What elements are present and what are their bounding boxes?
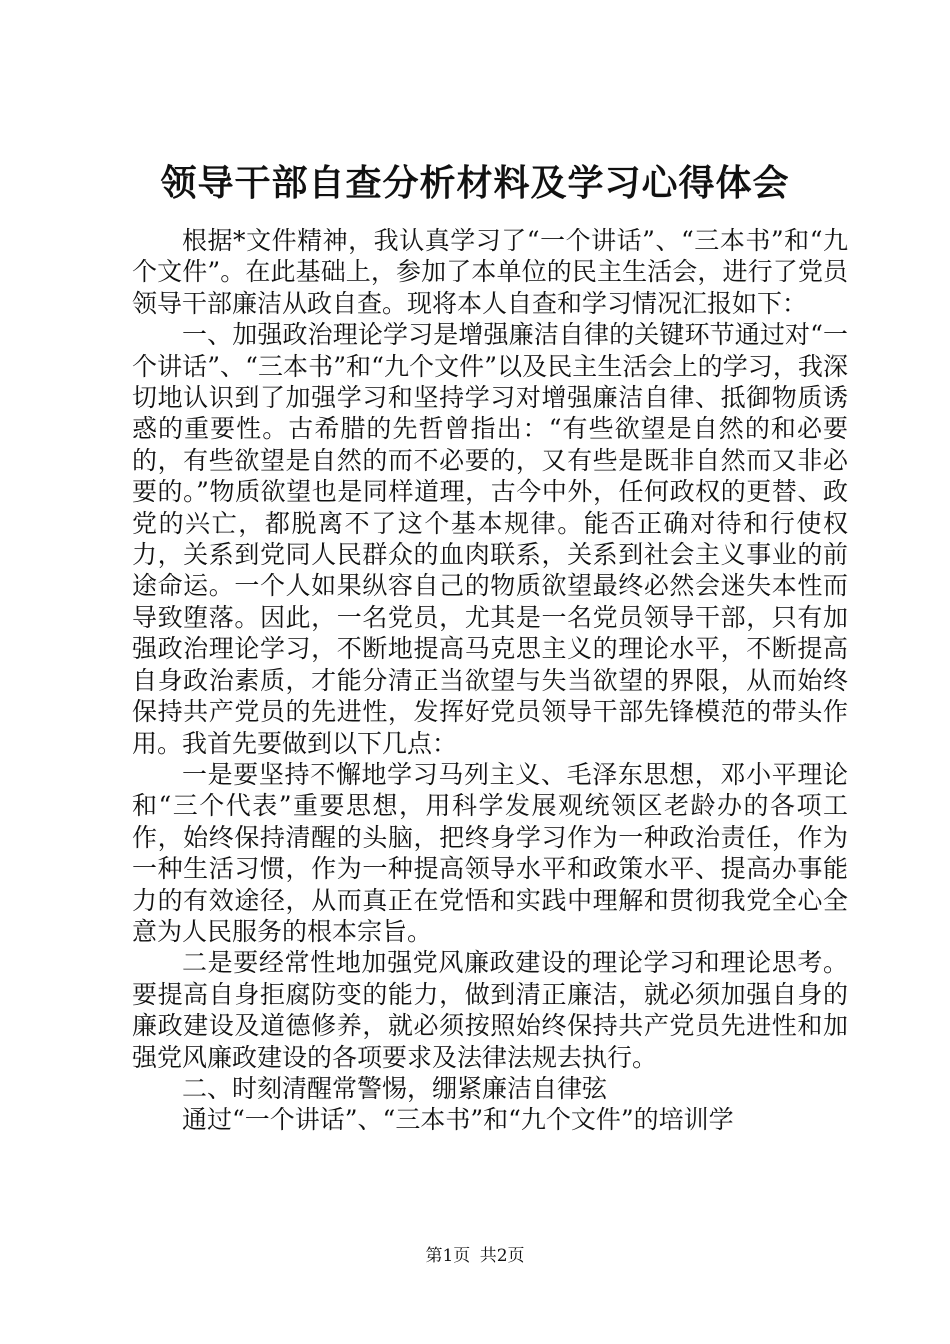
page-footer [0,1244,950,1268]
paragraph-intro: 根据*文件精神，我认真学习了“一个讲话”、“三本书”和“九个文件”。在此基础上，参加了本单位的民主生活会，进行了党员领导干部廉洁从政自查。现将本人自查和学习情况汇报如下： [132,226,848,318]
page-number: 第1页 [425,1246,471,1266]
section-two-heading: 二、时刻清醒常警惕，绷紧廉洁自律弦 [182,1073,608,1103]
paragraph-point-one: 一是要坚持不懈地学习马列主义、毛泽东思想，邓小平理论和“三个代表”重要思想，用科学发展观统领区老龄办的各项工作，始终保持清醒的头脑，把终身学习作为一种政治责任，作为一种生活习惯，作为一种提高领导水平和政策水平、提高办事能力的有效途径，从而真正在党悟和实践中理解和贯彻我党全心全意为人民服务的根本宗旨。 [132,759,848,946]
document-body [132,225,848,1136]
document-title: 领导干部自查分析材料及学习心得体会 [160,163,790,204]
page-total: 共2页 [479,1246,525,1266]
paragraph-section-one: 一、加强政治理论学习是增强廉洁自律的关键环节通过对“一个讲话”、“三本书”和“九个文件”以及民主生活会上的学习，我深切地认识到了加强学习和坚持学习对增强廉洁自律、抵御物质诱惑的重要性。古希腊的先哲曾指出：“有些欲望是自然的和必要的，有些欲望是自然的而不必要的，又有些是既非自然而又非必要的。”物质欲望也是同样道理，古今中外，任何政权的更替、政党的兴亡，都脱离不了这个基本规律。能否正确对待和行使权力，关系到党同人民群众的血肉联系，关系到社会主义事业的前途命运。一个人如果纵容自己的物质欲望最终必然会迷失本性而导致堕落。因此，一名党员，尤其是一名党员领导干部，只有加强政治理论学习，不断地提高马克思主义的理论水平，不断提高自身政治素质，才能分清正当欲望与失当欲望的界限，从而始终保持共产党员的先进性，发挥好党员领导干部先锋模范的带头作用。我首先要做到以下几点： [132,320,848,758]
paragraph-point-two: 二是要经常性地加强党风廉政建设的理论学习和理论思考。要提高自身拒腐防变的能力，做到清正廉洁，就必须加强自身的廉政建设及道德修养，就必须按照始终保持共产党员先进性和加强党风廉政建设的各项要求及法律法规去执行。 [132,948,848,1072]
paragraph-section-two-start: 通过“一个讲话”、“三本书”和“九个文件”的培训学 [182,1105,734,1135]
